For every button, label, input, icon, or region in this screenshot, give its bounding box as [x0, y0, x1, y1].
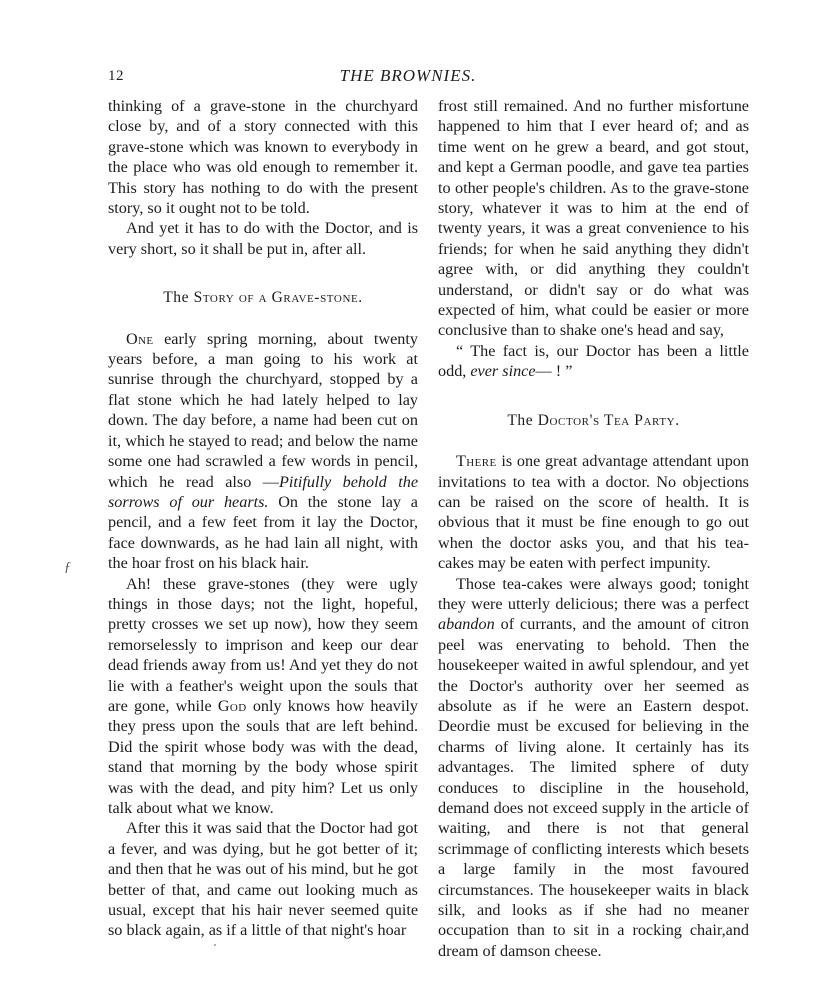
paragraph: frost still remained. And no further misfortune happened to him that I ever heard of; and as time went on he grew a beard, and got stout, and kept a German poodle, and gave tea parties to other people's children. As to the grave-stone story, whatever it was to him at the end of twenty years, it was a great convenience to his friends; for when he said anything they didn't agree with, or did anything they couldn't understand, or didn't say or do what was expected of him, what could be easier or more conclusive than to shake one's head and say, [438, 97, 749, 340]
paragraph [438, 574, 749, 962]
paragraph: thinking of a grave-stone in the churchyard close by, and of a story connected with this grave-stone which was known to everybody in the place who was old enough to remember it. This story has nothing to do with the present story, so it ought not to be told. [108, 97, 418, 218]
paragraph: After this it was said that the Doctor had got a fever, and was dying, but he got better of it; and then that he was out of his mind, but he got better of that, and came out looking much as usual, except that his hair never seemed quite so black again, as if a little of that night's hoar [108, 819, 418, 940]
lead-word: One [126, 329, 154, 348]
page-number: 12 [108, 68, 124, 84]
text-run: is one great advantage attendant upon invitations to tea with a doctor. No objections can be raised on the score of health. It is obvious that it must be fine enough to go out when the doctor asks you, and that his tea-cakes may be eaten with perfect impunity. [438, 452, 749, 573]
heading-title: Doctor's Tea Party. [537, 411, 680, 429]
section-heading-tea-party [438, 411, 749, 431]
heading-title: Story of a Grave-stone. [193, 289, 363, 307]
paragraph [108, 574, 418, 819]
paragraph [438, 451, 749, 573]
left-column [108, 96, 418, 941]
italic-inscription: Pitifully behold the sorrows of our hearts. [108, 472, 418, 511]
heading-word: The [507, 411, 534, 429]
text-run: Ah! these grave-stones (they were ugly things in those days; not the light, hopeful, pretty crosses we set up now), how they seem remorselessly to imprison and keep our dear dead friends away from us! And yet they do not lie with a feather's weight upon the souls that are gone, while [108, 574, 418, 715]
lead-word: There [456, 452, 497, 471]
text-run: Those tea-cakes were always good; tonight they were utterly delicious; there was a perfect [438, 574, 749, 613]
paragraph [438, 341, 749, 382]
text-run: On the stone lay a pencil, and a few feet from it lay the Doctor, face downwards, as he had lain all night, with the hoar frost on his black hair. [108, 492, 418, 573]
text-run: of currants, and the amount of citron peel was enervating to behold. Then the housekeeper waited in awful splendour, and yet the Doctor's authority over her seemed as absolute as if he were an Eastern despot. Deordie must be excused for believing in the charms of living alone. It certainly has its advantages. The limited sphere of duty conduces to discipline in the household, demand does not exceed supply in the article of waiting, and there is not that general scrimmage of conflicting interests which besets a large family in the most favoured circumstances. The housekeeper waits in black silk, and looks as if she had no meaner occupation than to sit in a rocking chair,and dream of damson cheese. [438, 615, 749, 960]
running-head: THE BROWNIES. [339, 66, 477, 85]
text-run: — ! ” [535, 362, 573, 381]
heading-word: The [163, 289, 190, 307]
page-speck [214, 944, 216, 946]
section-heading-grave-stone [108, 288, 418, 308]
italic-word: abandon [438, 615, 495, 634]
small-caps-word: God [217, 696, 247, 715]
right-column [438, 96, 749, 961]
paragraph: And yet it has to do with the Doctor, and is very short, so it shall be put in, after all. [108, 219, 418, 258]
text-run: early spring morning, about twenty years before, a man going to his work at sunrise through the churchyard, stopped by a flat stone which he had lately helped to lay down. The day before, a name had been cut on it, which he stayed to read; and below the name some one had scrawled a few words in pencil, which he read also — [108, 329, 418, 491]
margin-mark: ƒ [64, 560, 71, 575]
text-run: only knows how heavily they press upon the souls that are left behind. Did the spirit whose body was with the dead, stand that morning by the body whose spirit was with the dead, and pity him? Let us only talk about what we know. [108, 696, 418, 817]
italic-phrase: ever since [470, 362, 536, 381]
text-run: “ The fact is, our Doctor has been a little odd, [438, 341, 749, 381]
paragraph [108, 329, 418, 574]
